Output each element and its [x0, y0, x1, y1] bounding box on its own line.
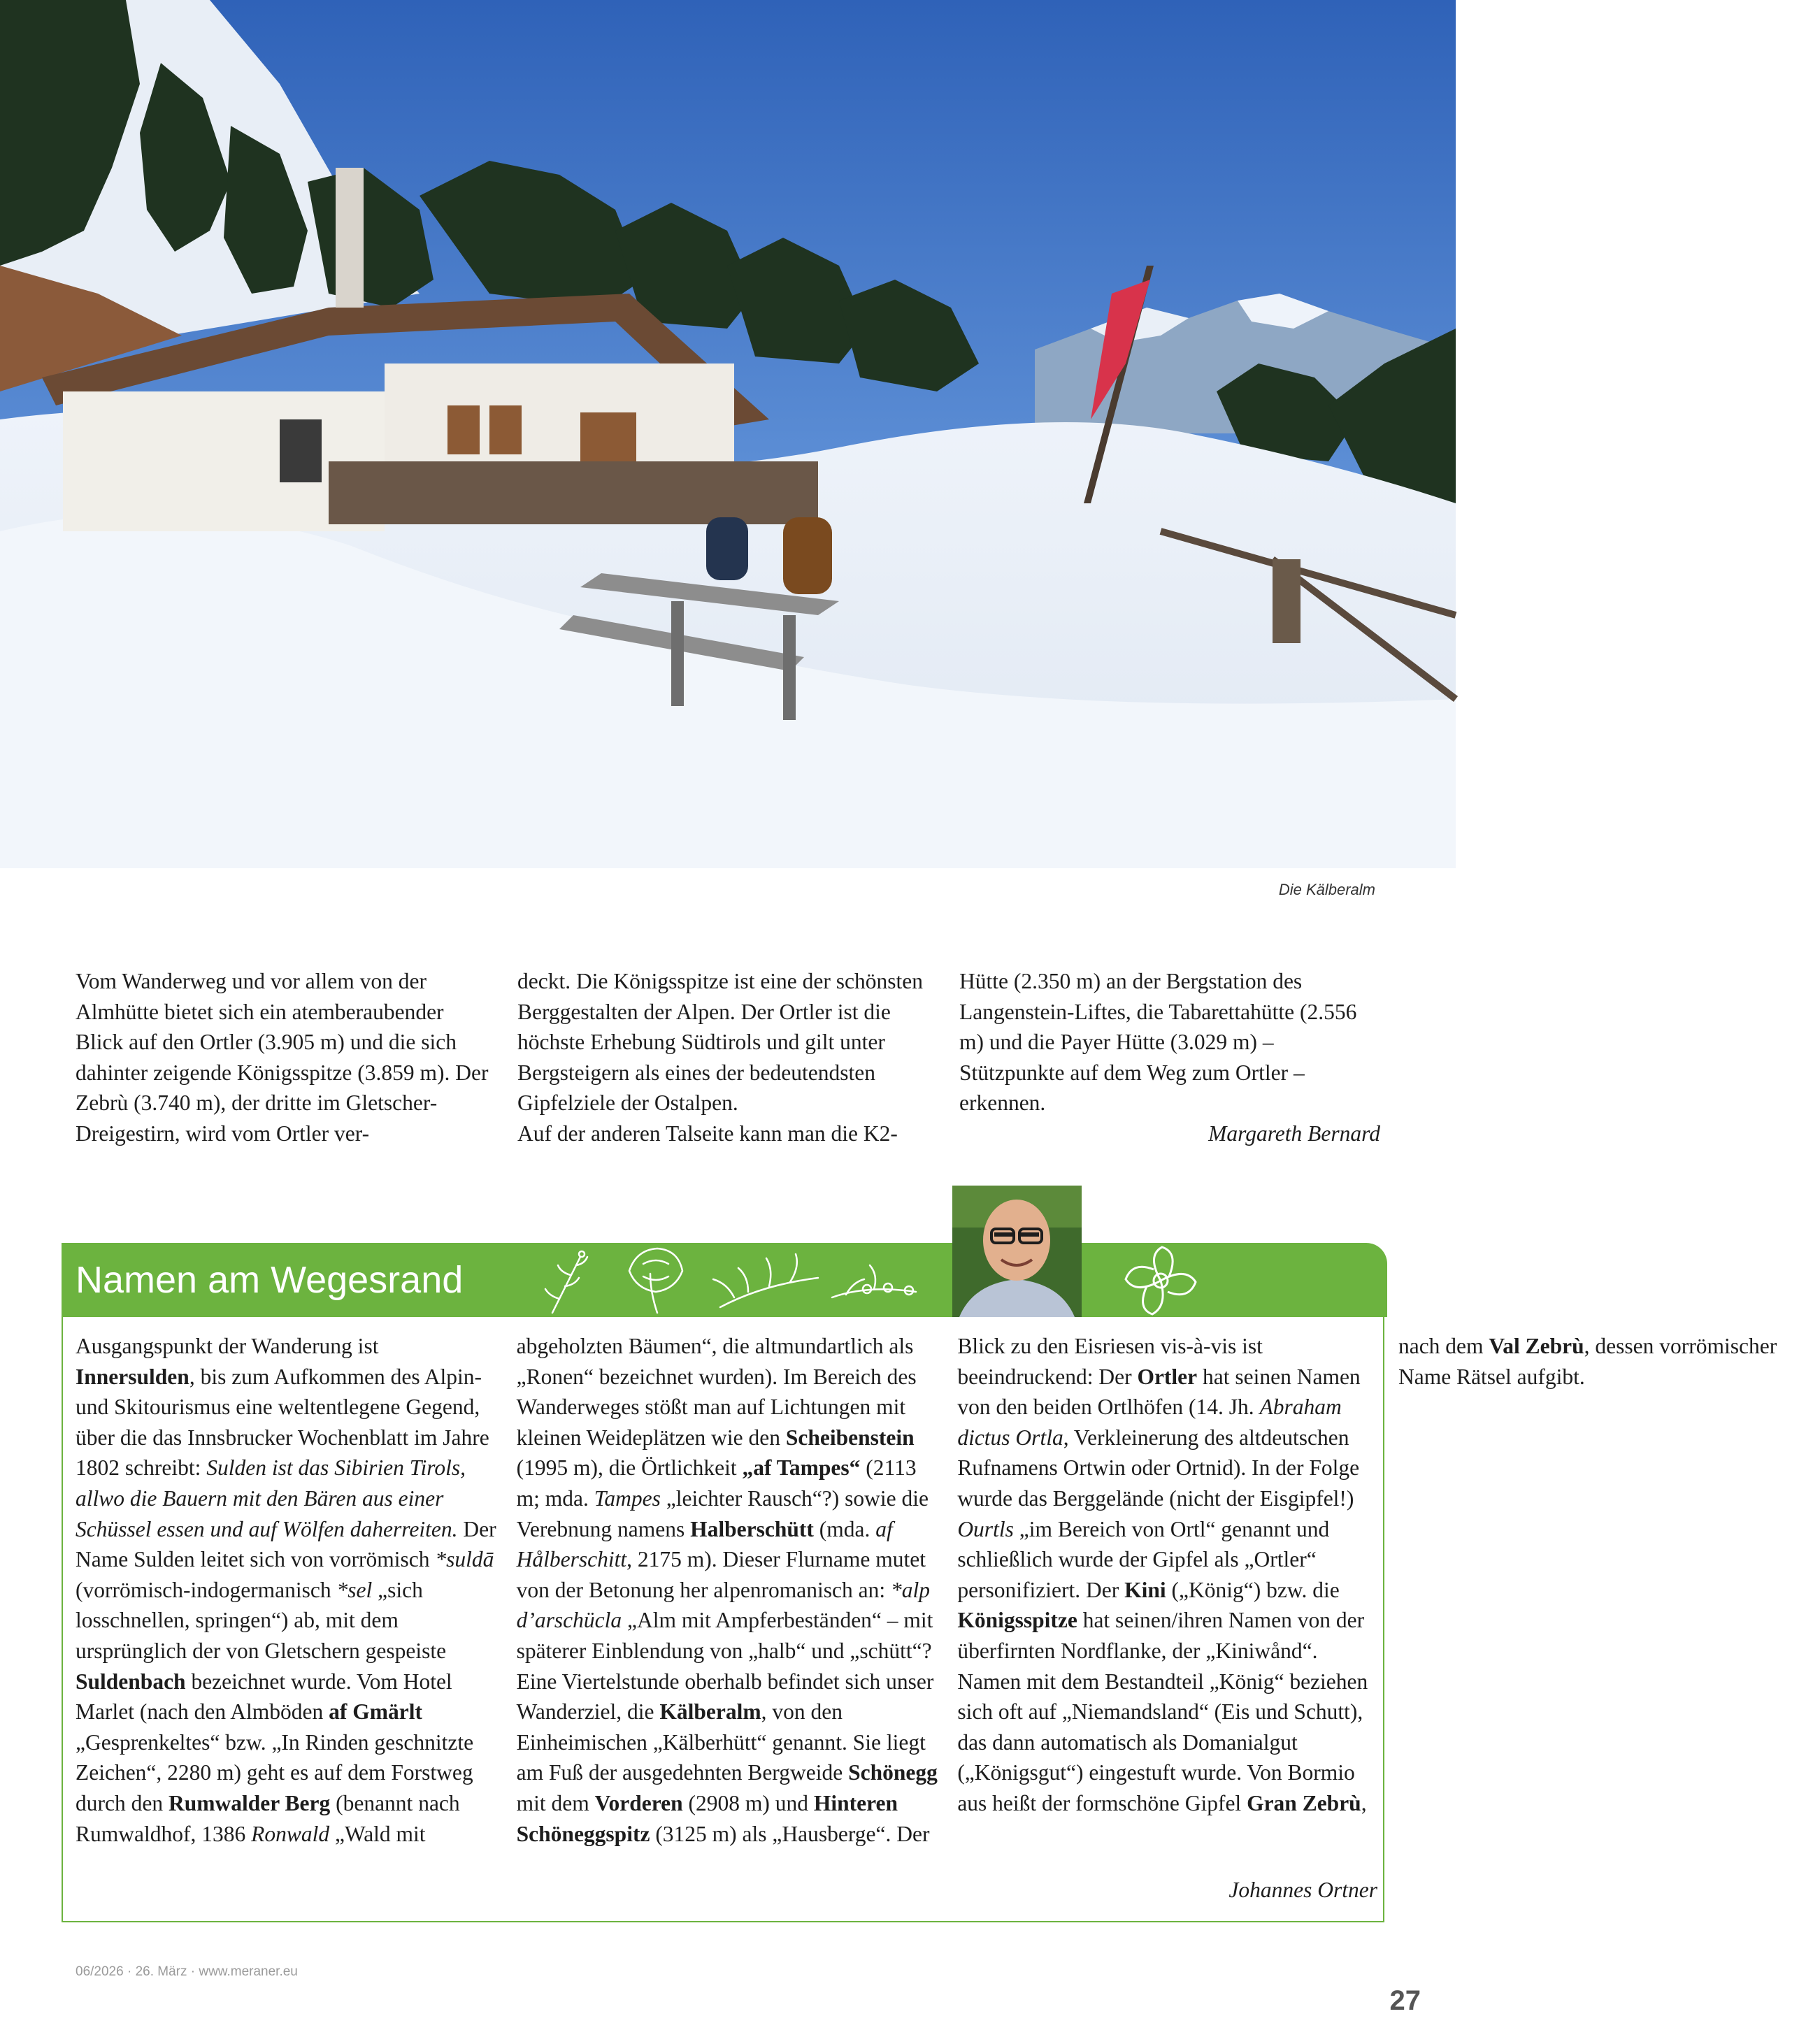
article-column-2: [517, 966, 937, 1149]
box-column-1: [76, 1331, 1777, 1862]
article-paragraph: Auf der anderen Talseite kann man die K2-: [517, 1121, 898, 1146]
hero-photo: [0, 0, 1456, 868]
article-paragraph: Hütte (2.350 m) an der Bergstation des Langenstein-Liftes, die Tabarettahütte (2.556 m) und die Payer Hütte (3.029 m) – Stützpunkte auf dem Weg zum Ortler – erkennen.: [959, 969, 1357, 1115]
article-column-3: [959, 966, 1380, 1149]
flower-ornament-icon: [538, 1243, 930, 1317]
footer-issue-info: 06/2026 · 26. März · www.meraner.eu: [76, 1964, 298, 1979]
flower-icon: [1119, 1241, 1203, 1320]
article-column-1: [76, 966, 495, 1149]
author-portrait: [952, 1186, 1082, 1317]
article-paragraph: deckt. Die Königsspitze ist eine der schönsten Berggestalten der Alpen. Der Ortler ist die höchste Erhebung Südtirols und gilt unter Bergsteigern als eines der bedeutendsten Gipfelziele der Ostalpen.: [517, 969, 923, 1115]
photo-caption: Die Kälberalm: [1278, 881, 1375, 898]
article-paragraph: Vom Wanderweg und vor allem von der Almhütte bietet sich ein atemberaubender Blick auf den Ortler (3.905 m) und die sich dahinter zeigende Königsspitze (3.859 m). Der Zebrù (3.740 m), der dritte im Gletscher-Dreigestirn, wird vom Ortler ver-: [76, 969, 489, 1146]
box-title: Namen am Wegesrand: [76, 1259, 464, 1301]
article-author: Margareth Bernard: [1208, 1121, 1380, 1146]
box-paragraph: Ausgangspunkt der Wanderung ist Innersulden, bis zum Aufkommen des Alpin- und Skitourismus eine weltentlegene Gegend, über die das Innsbrucker Wochenblatt im Jahre 1802 schreibt: Sulden ist das Sibirien Tirols, allwo die Bauern mit den Bären aus einer Schüssel essen und auf Wölfen daherreiten. Der Name Sulden leitet sich von vorrömisch *suldā (vorrömisch-indogermanisch *sel „sich losschnellen, springen“) ab, mit dem ursprünglich der von Gletschern gespeiste Suldenbach bezeichnet wurde. Vom Hotel Marlet (nach den Almböden af Gmärlt „Gesprenkeltes“ bzw. „In Rinden geschnitzte Zeichen“, 2280 m) geht es auf dem Forstweg durch den Rumwalder Berg (benannt nach Rumwaldhof, 1386 Ronwald „Wald mit abgeholzten Bäumen“, die altmundartlich als „Ronen“ bezeichnet wurden). Im Bereich des Wanderweges stößt man auf Lichtungen mit kleinen Weideplätzen wie den Scheibenstein (1995 m), die Örtlichkeit „af Tampes“ (2113 m; mda. Tampes „leichter Rausch“?) sowie die Verebnung namens Halberschütt (mda. af Hålberschitt, 2175 m). Dieser Flurname mutet von der Betonung her alpenromanisch an: *alp d’arschücla „Alm mit Ampferbeständen“ – mit späterer Einblendung von „halb“ und „schütt“? Eine Viertelstunde oberhalb befindet sich unser Wanderziel, die Kälberalm, von den Einheimischen „Kälberhütt“ genannt. Sie liegt am Fuß der ausgedehnten Bergweide Schönegg mit dem Vorderen (2908 m) und Hinteren Schöneggspitz (3125 m) als „Hausberge“. Der Blick zu den Eisriesen vis-à-vis ist beeindruckend: Der Ortler hat seinen Namen von den beiden Ortlhöfen (14. Jh. Abraham dictus Ortla, Verkleinerung des altdeutschen Rufnamens Ortwin oder Ortnid). In der Folge wurde das Berggelände (nicht der Eisgipfel!) Ourtls „im Bereich von Ortl“ genannt und schließlich wurde der Gipfel als „Ortler“ personifiziert. Der Kini („König“) bzw. die Königsspitze hat seinen/ihren Namen von der überfirnten Nordflanke, der „Kiniwånd“. Namen mit dem Bestandteil „König“ beziehen sich oft auf „Niemandsland“ (Eis und Schutt), das dann automatisch als Domanialgut („Königsgut“) eingestuft wurde. Von Bormio aus heißt der formschöne Gipfel Gran Zebrù, nach dem Val Zebrù, dessen vorrömischer Name Rätsel aufgibt.: [76, 1334, 1777, 1846]
page-number: 27: [1389, 1985, 1421, 2016]
box-author: Johannes Ortner: [1228, 1878, 1377, 1902]
